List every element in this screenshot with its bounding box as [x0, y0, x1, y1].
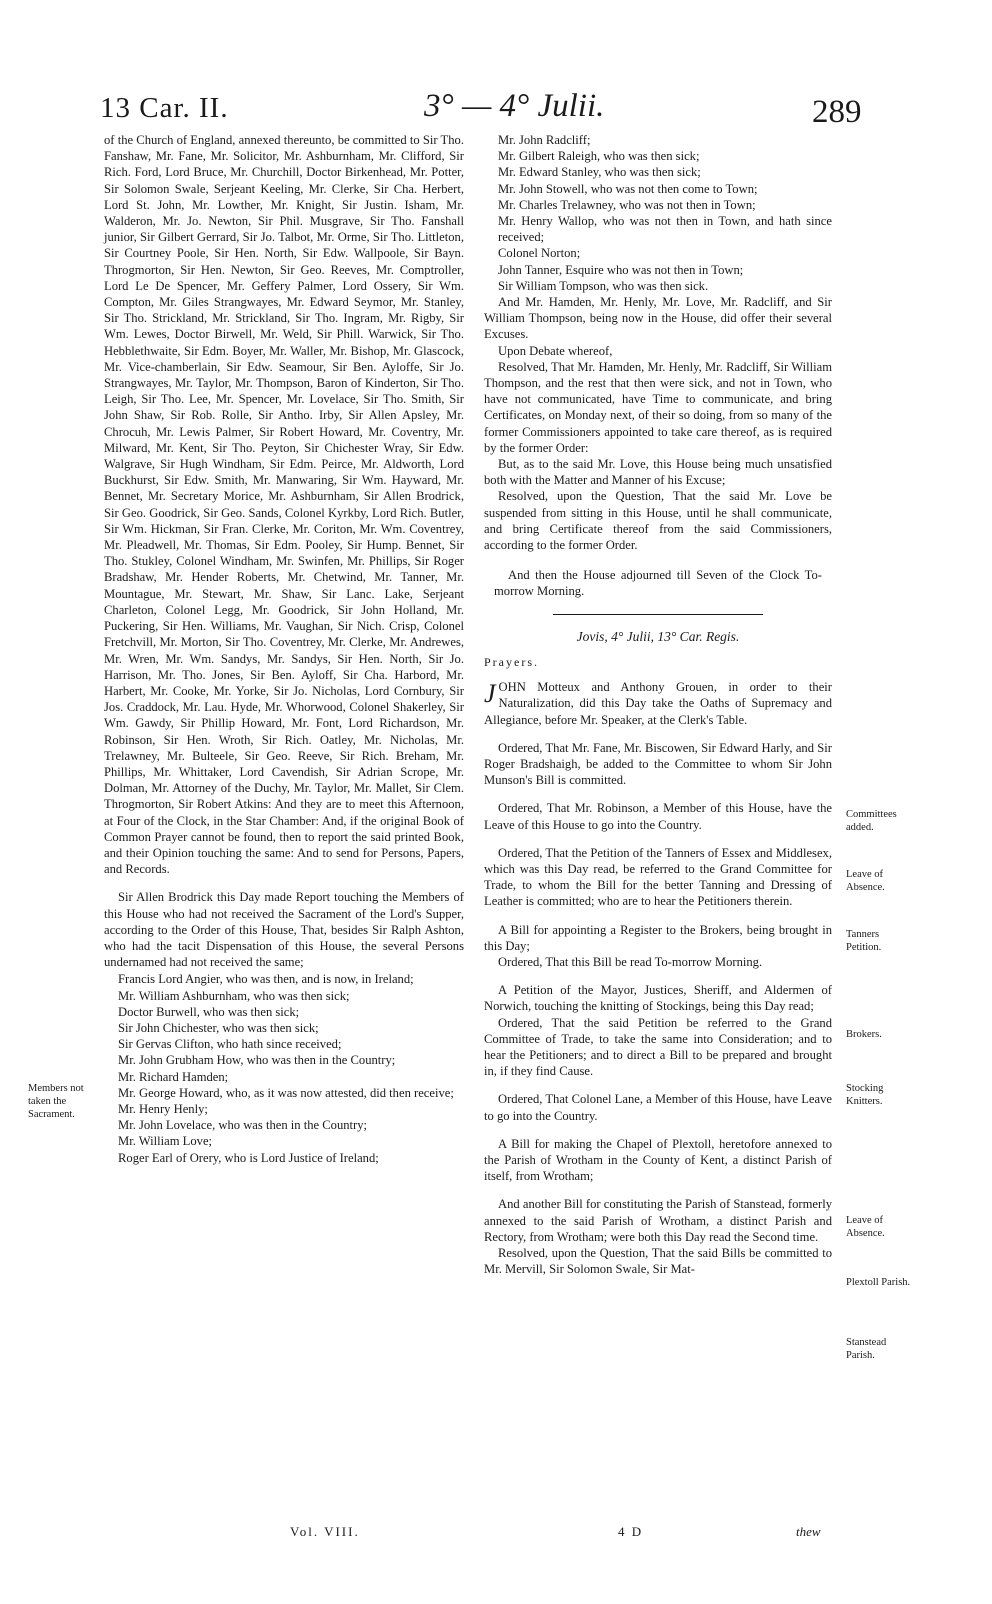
absentee-entry: Mr. John Lovelace, who was then in the Country; [118, 1118, 368, 1133]
absentee-entry: Mr. Gilbert Raleigh, who was then sick; [498, 149, 700, 164]
leave-robinson: Ordered, That Mr. Robinson, a Member of this House, have the Leave of this House to go into the Country. [484, 801, 832, 832]
right-column [484, 132, 832, 1277]
norwich-petition: A Petition of the Mayor, Justices, Sheriff, and Aldermen of Norwich, touching the knitting of Stockings, being this Day read; [484, 983, 832, 1014]
drop-cap: J [484, 679, 496, 709]
page-header [0, 0, 992, 135]
brokers-bill: A Bill for appointing a Register to the Brokers, being brought in this Day; [484, 922, 832, 953]
stanstead-bill: And another Bill for constituting the Parish of Stanstead, formerly annexed to the said Parish of Wrotham, a distinct Parish and Rectory, from Wrotham; were both this Day read the Second time. [484, 1197, 832, 1244]
leave-lane: Ordered, That Colonel Lane, a Member of this House, have Leave to go into the Country. [484, 1092, 832, 1123]
norwich-order: Ordered, That the said Petition be referred to the Grand Committee of Trade, to take the same into Consideration; and to hear the Petitioners; and to direct a Bill to be prepared and brought in, if they find Cause. [484, 1015, 832, 1079]
margin-note-brokers: Brokers. [846, 1029, 882, 1040]
adjournment: And then the House adjourned till Seven of the Clock To-morrow Morning. [494, 568, 822, 599]
margin-note-leave-robinson: Leave of Absence. [846, 869, 885, 893]
section-divider [553, 614, 763, 615]
tanners-petition: Ordered, That the Petition of the Tanners of Essex and Middlesex, which was this Day read, be referred to the Grand Committee for Trade, to whom the Bill for the better Tanning and Dressing of Leather is committed; who are to hear the Petitioners therein. [484, 845, 832, 909]
catchword: thew [796, 1524, 821, 1539]
signature-mark: 4 D [618, 1524, 644, 1539]
absentee-entry: John Tanner, Esquire who was not then in Town; [498, 262, 744, 277]
debate-line: Upon Debate whereof, [498, 343, 613, 358]
prayers-heading: Prayers. [484, 654, 539, 669]
margin-note-tanners: Tanners Petition. [846, 929, 882, 953]
absentee-entry: Mr. John Grubham How, who was then in the Country; [118, 1053, 396, 1068]
page-number: 289 [812, 94, 862, 130]
committee-list-paragraph: of the Church of England, annexed thereunto, be committed to Sir Tho. Fanshaw, Mr. Fane, Mr. Solicitor, Mr. Ashburnham, Mr. Clifford, Sir Rich. Ford, Lord Bruce, Mr. Churchill, Doctor Birkenhead, Mr. Potter, Sir Solomon Swale, Serjeant Keeling, Mr. Clerke, Sir Cha. Herbert, Lord St. John, Mr. Lowther, Mr. Knight, Sir Justin. Isham, Mr. Walderon, Mr. Jo. Newton, Sir Phil. Musgrave, Sir Tho. Fanshall junior, Sir Gilbert Gerrard, Sir Jo. Talbot, Mr. Orme, Sir Tho. Littleton, Sir Courtney Poole, Sir Hen. North, Sir Edw. Wallpoole, Sir Bayn. Throgmorton, Sir Hen. Newton, Sir Geo. Reeves, Mr. Comptroller, Lord Le De Spencer, Mr. Geffery Palmer, Lord Ossery, Sir Wm. Compton, Mr. Giles Strangwayes, Mr. Edward Seymor, Mr. Stanley, Sir Tho. Strickland, Mr. Strickland, Sir Tho. Ingram, Mr. Rigby, Sir Wm. Lewes, Doctor Birwell, Mr. Weld, Sir Phill. Warwick, Sir Tho. Hebblethwaite, Sir Edm. Boyer, Mr. Waller, Mr. Bishop, Mr. Glascock, Mr. Vice-chamberlain, Sir Edw. Seamour, Sir Ben. Ayloffe, Sir Jo. Strangwayes, Mr. Taylor, Mr. Thompson, Baron of Kinderton, Sir Tho. Leigh, Sir Tho. Lee, Mr. Spencer, Mr. Lovelace, Sir Tho. Smith, Sir John Shaw, Sir Rob. Rolle, Sir Antho. Irby, Sir Allen Apsley, Mr. Chrocuh, Mr. Lewis Palmer, Sir Robert Howard, Mr. Coventry, Mr. Milward, Mr. Kent, Sir Tho. Peyton, Sir Chichester Wray, Sir Edw. Walgrave, Sir Hugh Windham, Sir Edm. Peirce, Mr. Aldworth, Lord Buckhurst, Sir Edw. Smith, Mr. Manwaring, Sir Wm. Hayward, Mr. Bennet, Mr. Secretary Morice, Mr. Ashburnham, Sir Allen Brodrick, Sir Geo. Goodrick, Sir Geo. Sands, Colonel Kyrkby, Lord Rich. Butler, Sir Wm. Hickman, Sir Fran. Clerke, Mr. Coriton, Mr. Wm. Coventrey, Mr. Pleadwell, Mr. Thomas, Sir Edm. Pooley, Sir Hump. Bennet, Sir Tho. Stukley, Colonel Windham, Mr. Swinfen, Mr. Phillips, Sir Roger Bradshaw, Mr. Hender Roberts, Mr. Chetwind, Mr. Tanner, Mr. Mountague, Mr. Stewart, Mr. Shaw, Sir Lanc. Lake, Serjeant Charleton, Colonel Legg, Mr. Goodrick, Sir John Holland, Mr. Puckering, Sir Hen. Williams, Mr. Vaughan, Sir Nich. Crisp, Colonel Fretchvill, Mr. Morton, Sir Tho. Coventrey, Mr. Clerke, Mr. Andrewes, Mr. Wren, Mr. Wm. Sandys, Mr. Sandys, Sir Hen. North, Sir Jo. Harrison, Mr. Tho. Jones, Sir Ben. Ayloff, Sir Cha. Harbord, Mr. Harbert, Mr. Cooke, Mr. Yorke, Sir Jo. Nicholas, Lord Cornbury, Sir Jos. Craddock, Mr. Lau. Hyde, Mr. Whorwood, Colonel Shakerley, Sir Wm. Gawdy, Sir Phillip Howard, Mr. Font, Lord Richardson, Mr. Robinson, Sir Hen. Wroth, Sir Rich. Oatley, Mr. Nicholas, Mr. Trelawney, Mr. Bulteele, Sir Geo. Reeve, Sir Rich. Breham, Mr. Phillips, Mr. Whittaker, Lord Cavendish, Sir Adrian Scrope, Mr. Dolman, Mr. Attorney of the Duchy, Mr. Taylor, Mr. Mallet, Sir Clem. Throgmorton, Sir Robert Atkins: And they are to meet this Afternoon, at Four of the Clock, in the Star Chamber: And, if the original Book of Common Prayer cannot be found, then to report the said printed Book, and their Opinion touching the same: And to send for Persons, Papers, and Records. [104, 133, 464, 877]
naturalization-text: OHN Motteux and Anthony Grouen, in order to their Naturalization, did this Day take the Oaths of Supremacy and Allegiance, before Mr. Speaker, at the Clerk's Table. [484, 680, 832, 727]
resolution-suspend-love: Resolved, upon the Question, That the said Mr. Love be suspended from sitting in this House, until he shall communicate, and bring Certificate thereof from the said Commissioners, according to the former Order. [484, 489, 832, 553]
absentee-entry: Sir William Tompson, who was then sick. [498, 278, 709, 293]
absentee-entry: Sir John Chichester, who was then sick; [118, 1020, 319, 1035]
absentee-entry: Mr. William Love; [118, 1134, 213, 1149]
margin-note-committees: Committees added. [846, 809, 897, 833]
absentee-entry: Sir Gervas Clifton, who hath since received; [118, 1037, 342, 1052]
resolution-commit-bills: Resolved, upon the Question, That the said Bills be committed to Mr. Mervill, Sir Solomon Swale, Sir Mat- [484, 1245, 832, 1277]
absentee-entry: Colonel Norton; [498, 246, 581, 261]
plextoll-bill: A Bill for making the Chapel of Plextoll, heretofore annexed to the Parish of Wrotham in the County of Kent, a distinct Parish of itself, from Wrotham; [484, 1136, 832, 1184]
left-column [104, 132, 464, 1166]
absentee-list-right [484, 132, 832, 294]
volume-label: Vol. VIII. [290, 1524, 360, 1539]
absentee-list-left [104, 971, 464, 1165]
margin-note-leave-lane: Leave of Absence. [846, 1215, 885, 1239]
absentee-entry: Mr. Henry Henly; [118, 1101, 208, 1116]
love-excuse-paragraph: But, as to the said Mr. Love, this House being much unsatisfied both with the Matter and Manner of his Excuse; [484, 457, 832, 488]
margin-note-stanstead: Stanstead Parish. [846, 1337, 887, 1361]
margin-note-members: Members not taken the Sacrament. [28, 1083, 84, 1120]
margin-note-stocking: Stocking Knitters. [846, 1083, 884, 1107]
absentee-entry: Mr. George Howard, who, as it was now attested, did then receive; [118, 1085, 454, 1100]
absentee-entry: Mr. John Stowell, who was not then come to Town; [498, 181, 758, 196]
committee-additions: Ordered, That Mr. Fane, Mr. Biscowen, Sir Edward Harly, and Sir Roger Bradshaigh, be added to the Committee to whom Sir John Munson's Bill is committed. [484, 740, 832, 788]
brokers-order: Ordered, That this Bill be read To-morrow Morning. [498, 954, 763, 969]
absentee-entry: Roger Earl of Orery, who is Lord Justice of Ireland; [118, 1150, 379, 1165]
absentee-entry: Mr. Charles Trelawney, who was not then in Town; [498, 197, 756, 212]
margin-note-plextoll: Plextoll Parish. [846, 1277, 911, 1288]
resolution-communicate: Resolved, That Mr. Hamden, Mr. Henly, Mr. Radcliff, Sir William Thompson, and the rest that then were sick, and not in Town, who have not communicated, have Time to communicate, and bring Certificates, on Monday next, of their so doing, from so many of the former Commissioners appointed to take care thereof, as is required by the former Order: [484, 359, 832, 455]
absentee-entry: Mr. Richard Hamden; [118, 1069, 229, 1084]
absentee-entry: Mr. Henry Wallop, who was not then in Town, and hath since received; [498, 214, 832, 245]
absentee-entry: Francis Lord Angier, who was then, and is now, in Ireland; [118, 972, 414, 987]
naturalization-paragraph [484, 679, 832, 728]
header-dates: 3° — 4° Julii. [424, 88, 605, 124]
absentee-entry: Mr. John Radcliff; [498, 133, 591, 147]
excuses-paragraph: And Mr. Hamden, Mr. Henly, Mr. Love, Mr. Radcliff, and Sir William Thompson, being now in the House, did offer their several Excuses. [484, 295, 832, 342]
absentee-entry: Mr. William Ashburnham, who was then sick; [118, 988, 350, 1003]
absentee-entry: Mr. Edward Stanley, who was then sick; [498, 165, 701, 180]
day-heading: Jovis, 4° Julii, 13° Car. Regis. [576, 628, 740, 644]
brodrick-report-paragraph: Sir Allen Brodrick this Day made Report touching the Members of this House who had not received the Sacrament of the Lord's Supper, according to the Order of this House, That, besides Sir Ralph Ashton, who had the tacit Dispensation of this House, the several Persons undernamed had not received the same; [104, 890, 464, 970]
header-regnal-year: 13 Car. II. [100, 92, 229, 124]
absentee-entry: Doctor Burwell, who was then sick; [118, 1004, 300, 1019]
